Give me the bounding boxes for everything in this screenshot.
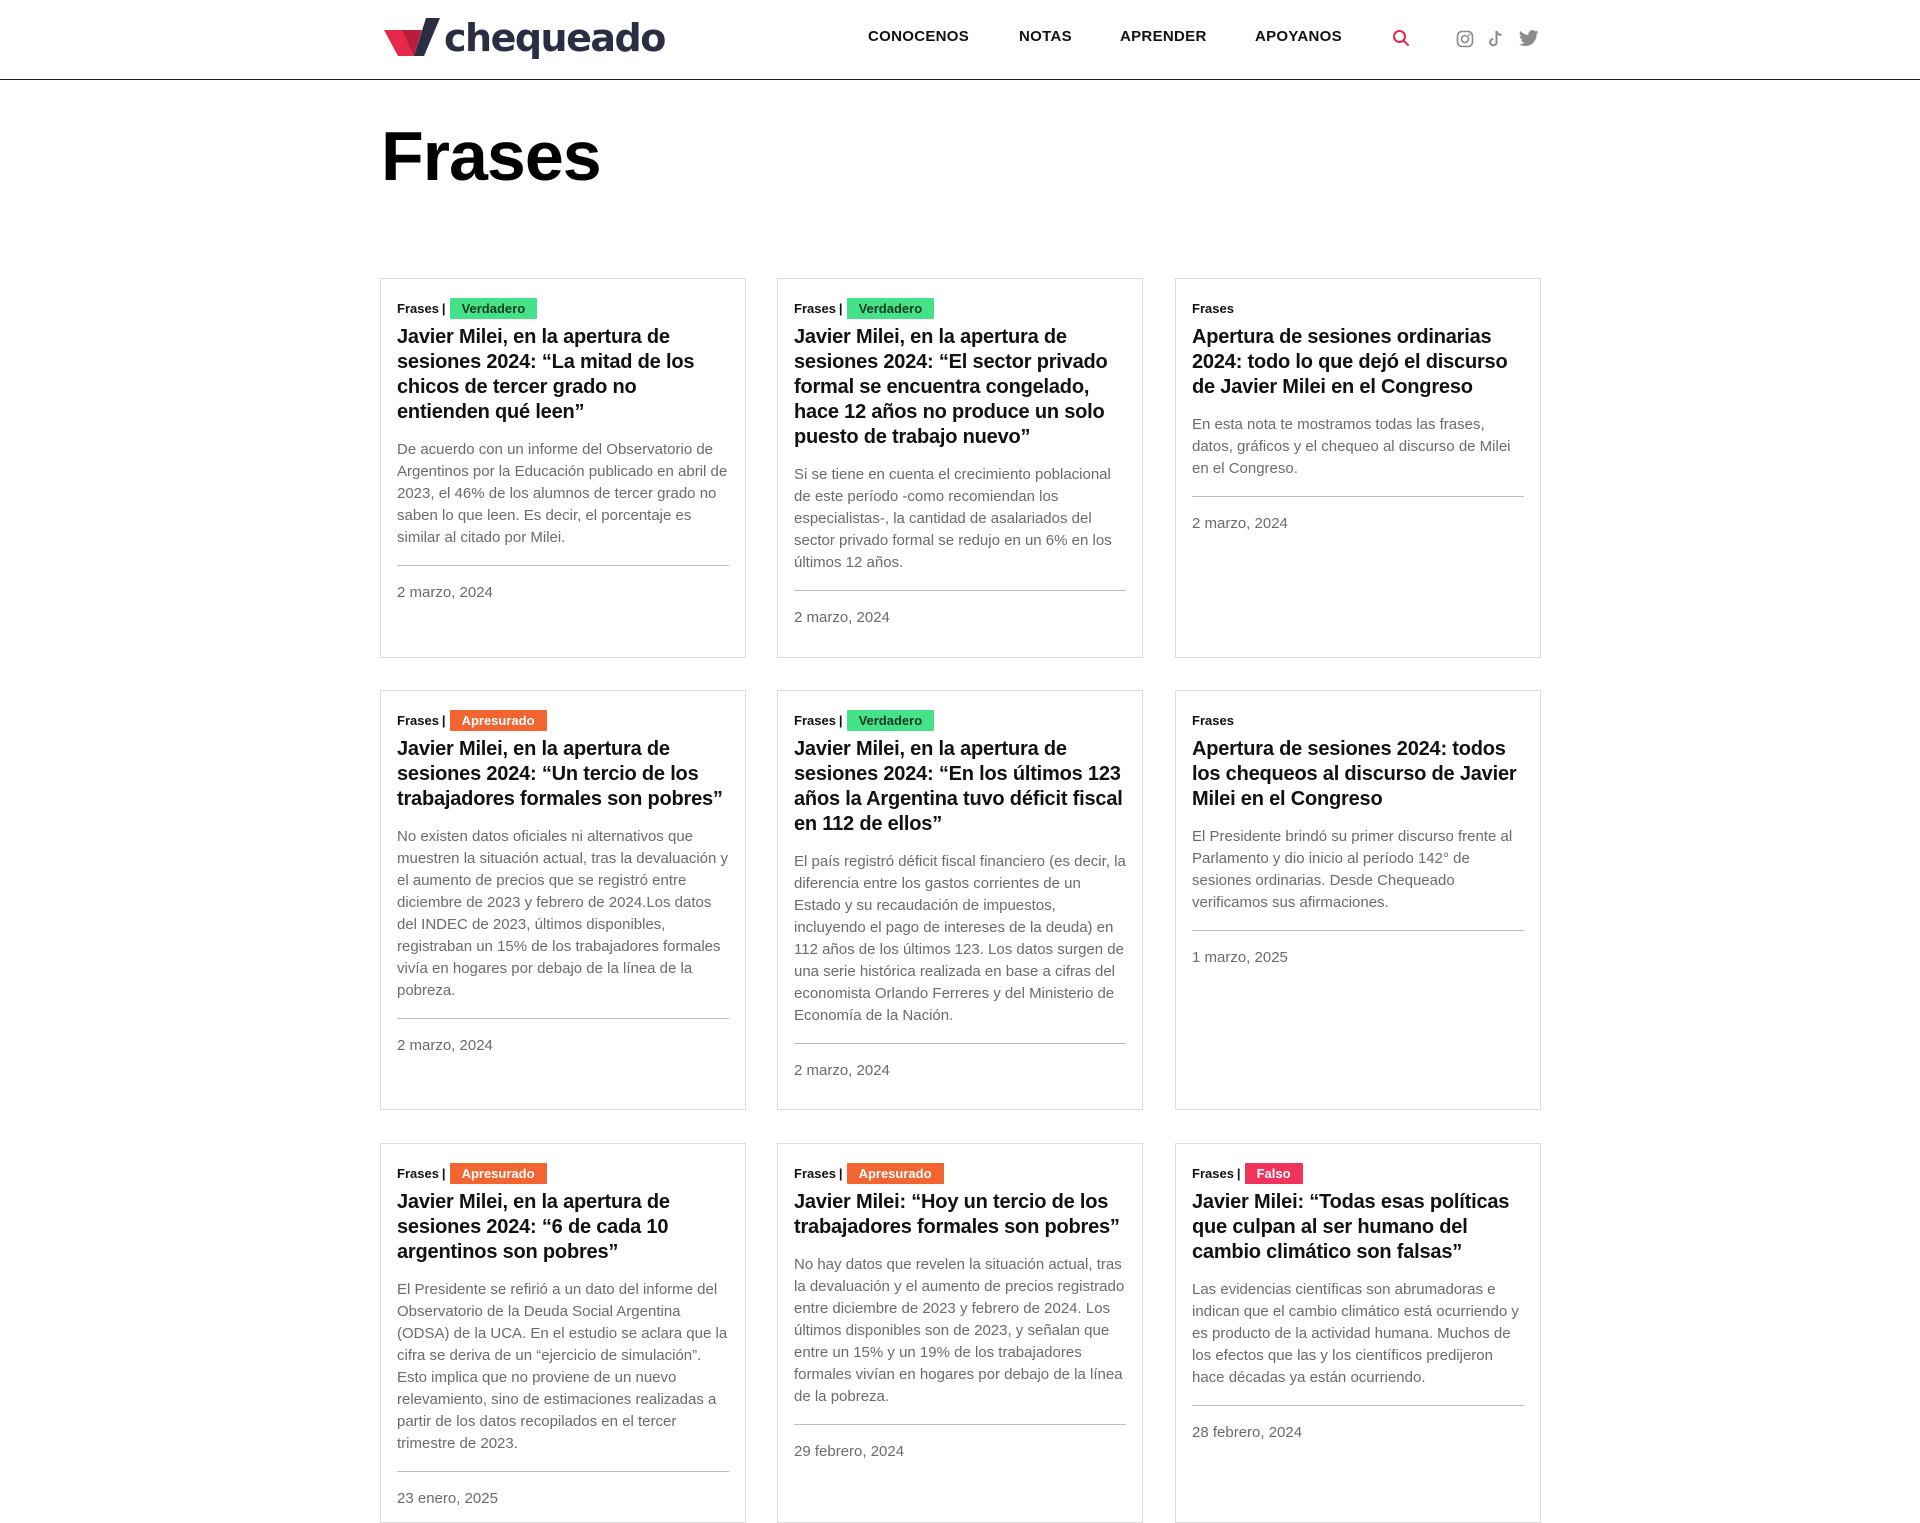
card-title[interactable]: Javier Milei, en la apertura de sesiones 2024: “6 de cada 10 argentinos son pobres” <box>397 1191 670 1263</box>
search-icon[interactable] <box>1392 29 1410 47</box>
instagram-icon[interactable] <box>1456 30 1474 48</box>
verdict-badge: Falso <box>1245 1163 1303 1184</box>
card-date: 2 marzo, 2024 <box>794 609 890 626</box>
card-date: 2 marzo, 2024 <box>794 1062 890 1079</box>
card-separator: | <box>838 300 843 316</box>
verdict-badge: Verdadero <box>450 298 538 319</box>
card-meta <box>794 709 1126 731</box>
article-card[interactable] <box>1175 1143 1541 1523</box>
card-excerpt: El país registró déficit fiscal financiero (es decir, la diferencia entre los gastos corrientes de un Estado y su recaudación de impuestos, incluyendo el pago de intereses de la deuda) en 112 años de los últimos 123. Los datos surgen de una serie histórica realizada en base a cifras del economista Orlando Ferreres y del Ministerio de Economía de la Nación. <box>794 851 1126 1044</box>
nav-item-aprender[interactable]: APRENDER <box>1120 28 1207 45</box>
nav-item-apoyanos[interactable]: APOYANOS <box>1255 28 1342 45</box>
article-card[interactable] <box>777 278 1143 658</box>
article-card[interactable] <box>777 690 1143 1110</box>
site-header <box>0 0 1920 80</box>
card-meta <box>1192 297 1524 319</box>
logo-wordmark: chequeado <box>444 16 665 60</box>
card-date: 2 marzo, 2024 <box>397 584 493 601</box>
card-excerpt: Las evidencias científicas son abrumadoras e indican que el cambio climático está ocurriendo y es producto de la actividad humana. Muchos de los efectos que las y los científicos predijeron hace décadas ya están ocurriendo. <box>1192 1279 1524 1406</box>
card-category[interactable]: Frases <box>794 1165 836 1181</box>
card-date: 1 marzo, 2025 <box>1192 949 1288 966</box>
card-title[interactable]: Javier Milei: “Hoy un tercio de los trabajadores formales son pobres” <box>794 1191 1120 1238</box>
card-date: 23 enero, 2025 <box>397 1490 498 1507</box>
card-separator: | <box>441 1165 446 1181</box>
card-title[interactable]: Javier Milei, en la apertura de sesiones 2024: “El sector privado formal se encuentra congelado, hace 12 años no produce un solo puesto de trabajo nuevo” <box>794 326 1108 448</box>
card-separator: | <box>838 712 843 728</box>
card-meta <box>397 1162 729 1184</box>
verdict-badge: Verdadero <box>847 298 935 319</box>
article-card[interactable] <box>380 278 746 658</box>
article-card[interactable] <box>1175 690 1541 1110</box>
card-category[interactable]: Frases <box>397 300 439 316</box>
nav-item-notas[interactable]: NOTAS <box>1019 28 1072 45</box>
card-date: 28 febrero, 2024 <box>1192 1424 1303 1441</box>
verdict-badge: Apresurado <box>847 1163 944 1184</box>
article-card[interactable] <box>1175 278 1541 658</box>
card-category[interactable]: Frases <box>397 1165 439 1181</box>
card-excerpt: En esta nota te mostramos todas las frases, datos, gráficos y el chequeo al discurso de Milei en el Congreso. <box>1192 414 1524 497</box>
card-meta <box>794 297 1126 319</box>
card-category[interactable]: Frases <box>1192 712 1234 728</box>
card-separator: | <box>838 1165 843 1181</box>
card-excerpt: De acuerdo con un informe del Observatorio de Argentinos por la Educación publicado en abril de 2023, el 46% de los alumnos de tercer grado no saben lo que leen. Es decir, el porcentaje es similar al citado por Milei. <box>397 439 729 566</box>
article-card[interactable] <box>380 690 746 1110</box>
card-separator: | <box>441 300 446 316</box>
article-card[interactable] <box>777 1143 1143 1523</box>
tiktok-icon[interactable] <box>1488 30 1504 48</box>
page-title: Frases <box>381 117 601 195</box>
card-excerpt: El Presidente se refirió a un dato del informe del Observatorio de la Deuda Social Argentina (ODSA) de la UCA. En el estudio se aclara que la cifra se deriva de un “ejercicio de simulación”. Esto implica que no proviene de un nuevo relevamiento, sino de estimaciones realizadas a partir de los datos recopilados en el tercer trimestre de 2023. <box>397 1279 729 1472</box>
card-separator: | <box>441 712 446 728</box>
verdict-badge: Verdadero <box>847 710 935 731</box>
card-meta <box>1192 1162 1524 1184</box>
card-title[interactable]: Javier Milei, en la apertura de sesiones 2024: “En los últimos 123 años la Argentina tuvo déficit fiscal en 112 de ellos” <box>794 738 1123 835</box>
card-excerpt: No hay datos que revelen la situación actual, tras la devaluación y el aumento de precios registrado entre diciembre de 2023 y febrero de 2024. Los últimos disponibles son de 2023, y señalan que entre un 15% y un 19% de los trabajadores formales vivían en hogares por debajo de la línea de la pobreza. <box>794 1254 1126 1425</box>
card-date: 29 febrero, 2024 <box>794 1443 905 1460</box>
card-meta <box>397 709 729 731</box>
article-card[interactable] <box>380 1143 746 1523</box>
card-title[interactable]: Javier Milei, en la apertura de sesiones 2024: “La mitad de los chicos de tercer grado no entienden qué leen” <box>397 326 695 423</box>
logo-mark-icon <box>384 18 440 58</box>
card-date: 2 marzo, 2024 <box>397 1037 493 1054</box>
card-meta <box>794 1162 1126 1184</box>
verdict-badge: Apresurado <box>450 710 547 731</box>
card-category[interactable]: Frases <box>1192 300 1234 316</box>
card-title[interactable]: Apertura de sesiones 2024: todos los chequeos al discurso de Javier Milei en el Congreso <box>1192 738 1517 810</box>
card-category[interactable]: Frases <box>1192 1165 1234 1181</box>
card-excerpt: El Presidente brindó su primer discurso frente al Parlamento y dio inicio al período 142° de sesiones ordinarias. Desde Chequeado verificamos sus afirmaciones. <box>1192 826 1524 931</box>
card-separator: | <box>1236 1165 1241 1181</box>
site-logo[interactable] <box>384 14 665 62</box>
card-title[interactable]: Apertura de sesiones ordinarias 2024: todo lo que dejó el discurso de Javier Milei en el Congreso <box>1192 326 1508 398</box>
card-category[interactable]: Frases <box>794 300 836 316</box>
card-title[interactable]: Javier Milei, en la apertura de sesiones 2024: “Un tercio de los trabajadores formales son pobres” <box>397 738 723 810</box>
card-date: 2 marzo, 2024 <box>1192 515 1288 532</box>
twitter-icon[interactable] <box>1519 30 1539 47</box>
nav-item-conocenos[interactable]: CONOCENOS <box>868 28 970 45</box>
card-excerpt: No existen datos oficiales ni alternativos que muestren la situación actual, tras la devaluación y el aumento de precios que se registró entre diciembre de 2023 y febrero de 2024.Los datos del INDEC de 2023, últimos disponibles, registraban un 15% de los trabajadores formales vivía en hogares por debajo de la línea de la pobreza. <box>397 826 729 1019</box>
card-meta <box>1192 709 1524 731</box>
card-category[interactable]: Frases <box>794 712 836 728</box>
verdict-badge: Apresurado <box>450 1163 547 1184</box>
card-category[interactable]: Frases <box>397 712 439 728</box>
card-title[interactable]: Javier Milei: “Todas esas políticas que culpan al ser humano del cambio climático son falsas” <box>1192 1191 1510 1263</box>
card-meta <box>397 297 729 319</box>
card-excerpt: Si se tiene en cuenta el crecimiento poblacional de este período -como recomiendan los especialistas-, la cantidad de asalariados del sector privado formal se redujo en un 6% en los últimos 12 años. <box>794 464 1126 591</box>
